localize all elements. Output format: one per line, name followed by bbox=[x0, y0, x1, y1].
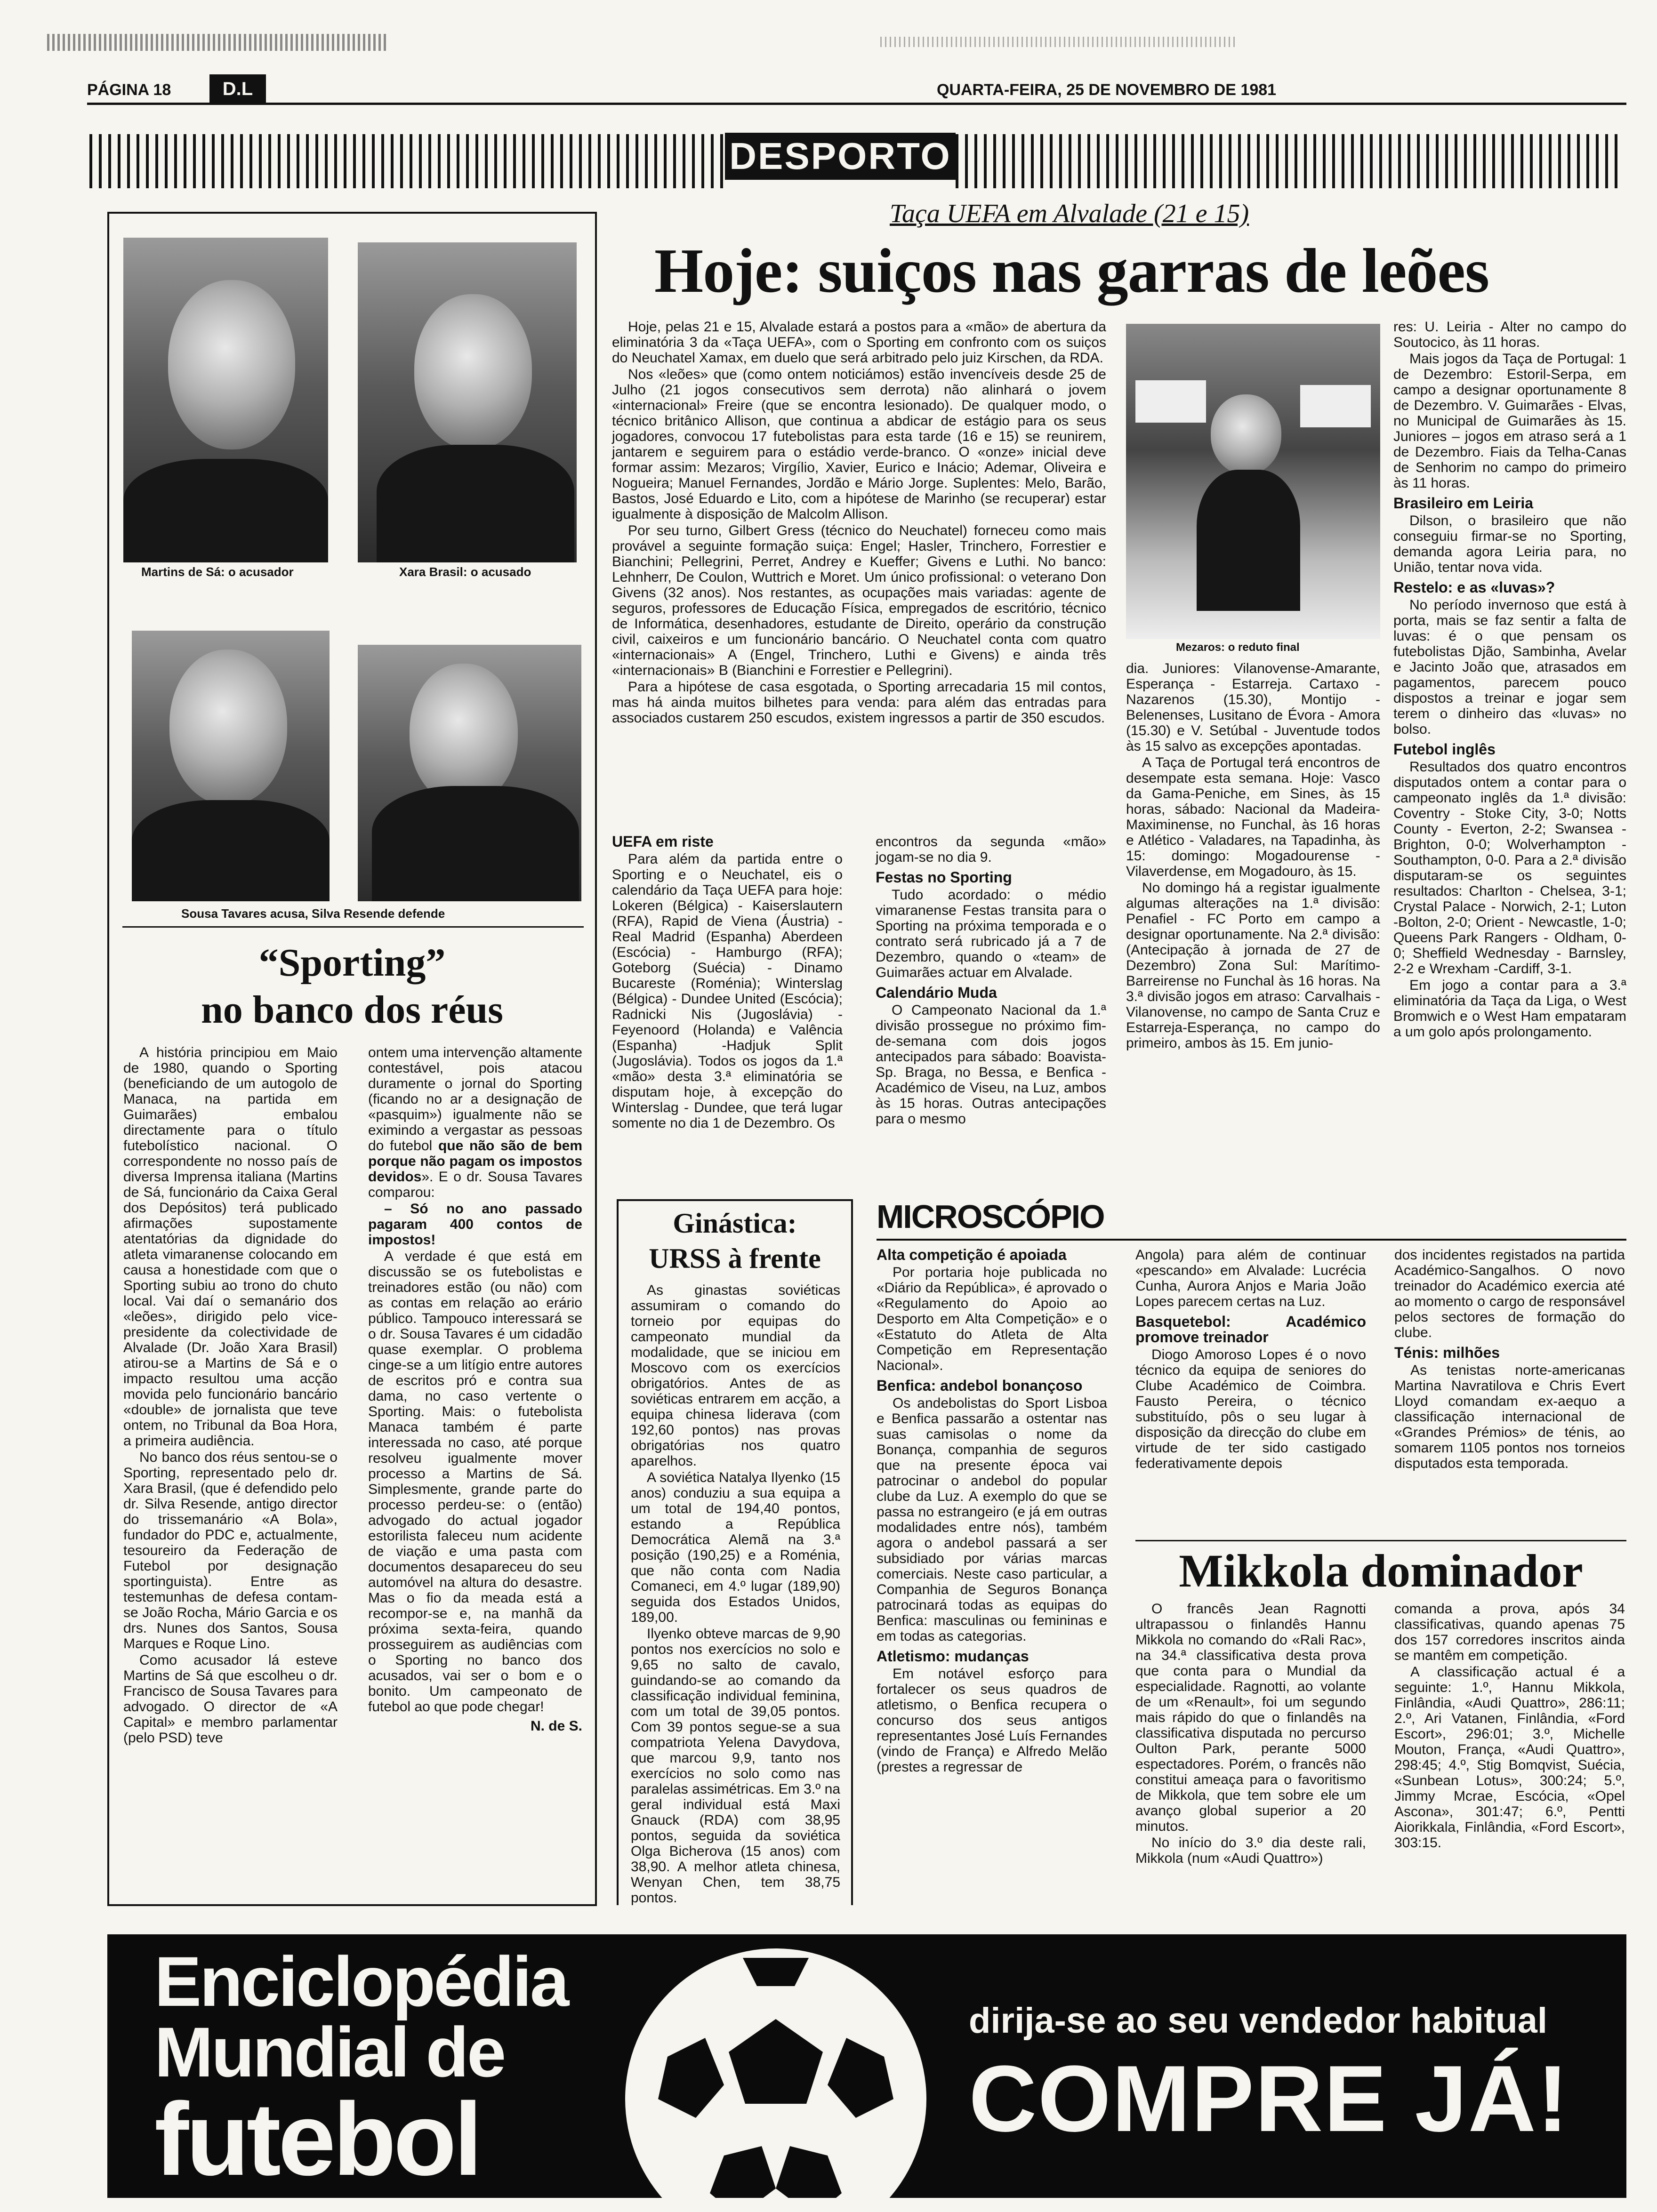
sub-restelo: Restelo: e as «luvas»? bbox=[1393, 579, 1555, 596]
page-tag: D.L bbox=[209, 74, 266, 104]
ad-line-1: dirija-se ao seu vendedor habitual bbox=[969, 2001, 1547, 2041]
photo-martins-de-sa bbox=[123, 238, 328, 562]
masthead-rule bbox=[87, 103, 1626, 105]
left-box-left bbox=[107, 212, 109, 1906]
gin-box-top bbox=[617, 1199, 853, 1201]
page-label: PÁGINA 18 bbox=[87, 81, 171, 99]
left-headline-2: no banco dos réus bbox=[201, 988, 503, 1032]
photo-sousa-tavares bbox=[132, 631, 330, 901]
ad-line-2: COMPRE JÁ! bbox=[969, 2046, 1569, 2151]
main-col-a: Hoje, pelas 21 e 15, Alvalade estará a postos para a «mão» de abertura da eliminatória 3 da «Taça UEFA», com o Sporting em confronto com os suiços do Neuchatel Xamax, em duelo que será arbitrado pelo juiz Kirschen, da RDA. Nos «leões» que (como ontem noticiámos) estão invencíveis desde 25 de Julho (21 jogos consecutivos sem derrota) não alinhará o jovem «internacional» Freire (que se encontra lesionado). De qualquer modo, o técnico britânico Allison, que continua a abdicar de estágio para os seus jogadores, convocou 17 futebolistas para esta tarde (16 e 15) se reunirem, jantarem e seguirem para o estádio verde-branco. O «onze» inicial deve formar assim: Mezaros; Virgílio, Xavier, Eurico e Inácio; Ademar, Oliveira e Nogueira; Manuel Fernandes, Jordão e Mário Jorge. Suplentes: Melo, Barão, Bastos, José Eduardo e Lito, com a hipótese de Marinho (se recuperar) estar igualmente à disposição de Malcolm Allison. Por seu turno, Gilbert Gress (técnico do Neuchatel) forneceu como mais provável a seguinte formação suiça: Engel; Hasler, Trinchero, Forrestier e Bianchini; Pellegrini, Perret, Andrey e Kueffer; Givens e Luthi. No banco: Lehnherr, De Coulon, Wuttrich e Moret. Um único profissional: o veterano Don Givens (32 anos). Nos restantes, as ocupações mais variadas: agente de seguros, professores de Educação Física, empregados de escritório, técnico de Informática, desenhadores, estudante de Direito, operário da construção civil, caixeiros e um funcionário bancário. O Neuchatel conta com quatro «internacionais» A (Engel, Trinchero, Luthi e Givens) e ainda três «internacionais» B (Bianchini e Forrestier e Pellegrini). Para a hipótese de casa esgotada, o Sporting arrecadaria 15 mil contos, mas há ainda muitos bilhetes para venda: para além das entradas para associados custarem 250 escudos, existem ingressos a partir de 350 escudos. bbox=[612, 319, 1106, 726]
micro-col-2: Angola) para além de continuar «pescando» em Alvalade: Lucrécia Cunha, Aurora Anjos e Maria João Lopes parecem certas na Luz. Basquetebol: Académico promove treinador Diogo Amoroso Lopes é o novo técnico da equipa de seniores do Clube Académico de Coimbra. Fausto Pereira, o técnico substituído, pôs o seu lugar à disposição da direcção do clube em virtude de ter sido castigado federativamente depois bbox=[1135, 1247, 1366, 1471]
main-col-d: dia. Juniores: Vilanovense-Amarante, Esperança - Estarreja. Cartaxo - Nazarenos (15.30), Montijo - Belenenses, Lusitano de Évora - Amora (15.30) e V. Setúbal - Juventude todos às 15 salvo as excepções apontadas. A Taça de Portugal terá encontros de desempate esta semana. Hoje: Vasco da Gama-Peniche, em Sines, às 15 horas, sábado: Nacional da Madeira-Maximinense, no Funchal, às 16 horas e Atlético - Valadares, na Tapadinha, às 15: domingo: Mogadourense - Vilaverdense, em Mogadouro, às 15. No domingo há a registar igualmente algumas alterações na 1.ª divisão: Penafiel - FC Porto em campo a designar oportunamente. Na 2.ª divisão: (Antecipação à jornada de 27 de Dezembro) Zona Sul: Marítimo-Barreirense no Funchal às 16 horas. Na 3.ª divisão jogos em atraso: Carvalhais - Vilanovense, no campo de Santa Cruz e Estarreja-Esperança, no campo do primeiro, ambos às 15. Em junio- bbox=[1126, 661, 1380, 1051]
mikkola-top-rule bbox=[1135, 1540, 1626, 1541]
ad-title-3: futebol bbox=[154, 2081, 480, 2197]
main-kicker: Taça UEFA em Alvalade (21 e 15) bbox=[890, 199, 1249, 228]
sub-basquetebol: Basquetebol: Académico promove treinador bbox=[1135, 1313, 1366, 1346]
sub-benfica-andebol: Benfica: andebol bonançoso bbox=[877, 1377, 1083, 1394]
left-box-top bbox=[107, 212, 597, 214]
sub-futebol-ingles: Futebol inglês bbox=[1393, 741, 1496, 758]
left-box-bottom bbox=[107, 1904, 597, 1906]
sub-uefa-em-riste: UEFA em riste bbox=[612, 833, 714, 850]
micro-col-1: Alta competição é apoiada Por portaria hoje publicada no «Diário da República», é aprovado o «Regulamento do Apoio ao Desporto em Alta Competição» e o «Estatuto do Atleta de Alta Competição em Representação Nacional». Benfica: andebol bonançoso Os andebolistas do Sport Lisboa e Benfica passarão a ostentar nas suas camisolas o nome da Bonança, companhia de seguros que na presente época vai patrocinar o andebol do popular clube da Luz. A exemplo do que se passa no estrangeiro (e já em outras modalidades entre nós), também agora o andebol passará a ser subsidiado por várias marcas comerciais. Neste caso particular, a Companhia de Seguros Bonança patrocinará todas as equipas do Benfica: masculinas ou femininas e em todas as categorias. Atletismo: mudanças Em notável esforço para fortalecer os seus quadros de atletismo, o Benfica recupera o concurso dos seus antigos representantes José Luís Fernandes (vindo de França) e Alfredo Melão (prestes a regressar de bbox=[877, 1246, 1107, 1775]
ad-title-1: Enciclopédia bbox=[154, 1942, 568, 2021]
caption-xara: Xara Brasil: o acusado bbox=[399, 565, 531, 579]
sub-brasileiro: Brasileiro em Leiria bbox=[1393, 495, 1534, 512]
sub-calendario: Calendário Muda bbox=[876, 984, 997, 1001]
mikkola-col-2: comanda a prova, após 34 classificativas, quando apenas 75 dos 157 corredores inscritos ainda se mantêm em competição. A classificação actual é a seguinte: 1.º, Hannu Mikkola, Finlândia, «Audi Quattro», 286:11; 2.º, Ari Vatanen, Finlândia, «Ford Escort», 296:01; 3.º, Michelle Mouton, França, «Audi Quattro», 298:45; 4.º, Stig Bomqvist, Suécia, «Sunbean Lotus», 300:24; 5.º, Jimmy Mcrae, Escócia, «Opel Ascona», 301:47; 6.º, Pentti Aiorikkala, Finlândia, «Ford Escort», 303:15. bbox=[1394, 1601, 1625, 1851]
masthead-noise-right bbox=[880, 37, 1238, 47]
ad-title-2: Mundial de bbox=[154, 2012, 505, 2092]
microscopio-logo: MICROSCÓPIO bbox=[877, 1198, 1104, 1235]
masthead-noise bbox=[47, 34, 386, 51]
football-icon bbox=[625, 1948, 926, 2198]
gin-title-1: Ginástica: bbox=[673, 1208, 797, 1239]
left-signature: N. de S. bbox=[530, 1718, 582, 1734]
photo-xara-brasil bbox=[358, 242, 577, 562]
photo-silva-resende bbox=[358, 645, 581, 901]
gin-text: As ginastas soviéticas assumiram o comando do torneio por equipas do campeonato mundial da modalidade, que se iniciou em Moscovo com os exercícios obrigatórios. Antes de as soviéticas entrarem em acção, a equipa chinesa liderava (com 192,60 pontos) nas provas obrigatórias nos quatro aparelhos. A soviética Natalya Ilyenko (15 anos) conduziu a sua equipa a um total de 194,40 pontos, estando a República Democrática Alemã na 3.ª posição (190,25) e a Roménia, que não conta com Nadia Comaneci, em 4.º lugar (189,90) seguida dos Estados Unidos, 189,00. Ilyenko obteve marcas de 9,90 pontos nos exercícios no solo e 9,65 no salto de cavalo, guindando-se ao comando da classificação individual feminina, com um total de 39,05 pontos. Com 39 pontos segue-se a sua compatriota Yelena Davydova, que marcou 9,9, tanto nos exercícios no solo como nas paralelas assimétricas. Em 3.º na geral individual está Maxi Gnauck (RDA) com 38,95 pontos, seguida da soviética Olga Bicherova (15 anos) com 38,90. A melhor atleta chinesa, Wenyan Chen, tem 38,75 pontos. bbox=[631, 1282, 840, 1906]
sub-festas: Festas no Sporting bbox=[876, 869, 1012, 886]
micro-col-3: dos incidentes registados na partida Académico-Sangalhos. O novo treinador do Académico exercia até ao momento o cargo de responsável pelos sectores de formação do clube. Ténis: milhões As tenistas norte-americanas Martina Navratilova e Chris Evert Lloyd comandam ex-aequo a classificação internacional de «Grandes Prémios» de ténis, ao somarem 1105 pontos nos torneios disputados esta temporada. bbox=[1394, 1247, 1625, 1471]
mikkola-headline: Mikkola dominador bbox=[1179, 1545, 1583, 1597]
gin-box-left bbox=[617, 1199, 619, 1905]
gin-box-right bbox=[851, 1199, 853, 1905]
ad-banner bbox=[107, 1934, 1626, 2198]
caption-tavares-resende: Sousa Tavares acusa, Silva Resende defende bbox=[181, 906, 445, 921]
mezaros-caption: Mezaros: o reduto final bbox=[1176, 641, 1300, 654]
photo-mezaros bbox=[1126, 324, 1380, 639]
left-col-2: ontem uma intervenção altamente contestável, pois atacou duramente o jornal do Sporting (ficando no ar a designação de «pasquim») igualmente não se eximindo a vergastar as pessoas do futebol que não são de bem porque não pagam os impostos devidos». E o dr. Sousa Tavares comparou: – Só no ano passado pagaram 400 contos de impostos! A verdade é que está em discussão se os futebolistas e treinadores estão (ou não) com as contas em relação ao erário público. Tampouco interessará se o dr. Sousa Tavares é um cidadão quase exemplar. O problema cinge-se a um litígio entre autores de escritos pró e contra sua dama, no caso vertente o Sporting. Mais: o futebolista Manaca também é parte interessada no caso, até porque resolveu igualmente mover processo a Martins de Sá. Simplesmente, grande parte do processo perdeu-se: o (então) advogado do actual jogador estorilista faleceu num acidente de viação e uma pasta com documentos desapareceu do seu automóvel na altura do desastre. Mas o fio da meada está a recompor-se e, na manhã da próxima sexta-feira, quando prosseguirem as audiências com o Sporting no banco dos acusados, vai ser o bom e o bonito. Um campeonato de futebol ao que pode chegar! N. de S. bbox=[368, 1045, 582, 1734]
section-hatch-left bbox=[89, 134, 725, 188]
sub-alta-competicao: Alta competição é apoiada bbox=[877, 1246, 1067, 1263]
sub-atletismo: Atletismo: mudanças bbox=[877, 1648, 1029, 1665]
left-col-1: A história principiou em Maio de 1980, quando o Sporting (beneficiando de um autogolo de Manaca, na partida em Guimarães) embalou directamente para o título futebolístico nacional. O correspondente no nosso país de diversa Imprensa italiana (Martins de Sá, funcionário da Caixa Geral dos Depósitos) terá publicado afirmações supostamente atentatórias da dignidade do atleta vimaranense colocando em causa a honestidade com que o Sporting subiu ao trono do chuto local. Vai daí o semanário dos «leões», dirigido pelo vice-presidente da colectividade de Alvalade (Dr. João Xara Brasil) atirou-se a Martins de Sá e o impacto resultou uma acção movida pelo funcionário bancário «double» de jornalista que teve ontem, no Tribunal da Boa Hora, a primeira audiência. No banco dos réus sentou-se o Sporting, representado pelo dr. Xara Brasil, (que é defendido pelo dr. Silva Resende, antigo director do trissemanário «A Bola», fundador do PDC e, actualmente, tesoureiro da Federação de Futebol por designação sportinguista). Entre as testemunhas de defesa contam-se João Rocha, Mário Garcia e os drs. Nunes dos Santos, Sousa Marques e Roque Lino. Como acusador lá esteve Martins de Sá que escolheu o dr. Francisco de Sousa Tavares para advogado. O director de «A Capital» e membro parlamentar (pelo PSD) teve bbox=[123, 1045, 338, 1746]
gin-title-2: URSS à frente bbox=[649, 1243, 821, 1274]
main-headline: Hoje: suiços nas garras de leões bbox=[654, 236, 1489, 305]
left-box-right bbox=[595, 212, 597, 1906]
mikkola-col-1: O francês Jean Ragnotti ultrapassou o finlandês Hannu Mikkola no comando do «Rali Rac», na 34.ª classificativa desta prova que conta para o Mundial da especialidade. Ragnotti, ao volante de um «Renault», foi um segundo mais rápido do que o finlandês na classificativa disputada no percurso Oulton Park, perante 5000 espectadores. Porém, o francês não constitui ameaça para o favoritismo de Mikkola, que tem sobre ele um avanço global superior a 20 minutos. No início do 3.º dia deste rali, Mikkola (num «Audi Quattro») bbox=[1135, 1601, 1366, 1866]
section-banner: DESPORTO bbox=[725, 133, 956, 180]
section-hatch-right bbox=[956, 134, 1624, 188]
caption-martins: Martins de Sá: o acusador bbox=[141, 565, 294, 579]
main-col-c: encontros da segunda «mão» jogam-se no dia 9. Festas no Sporting Tudo acordado: o médio vimaranense Festas transita para o Sporting na próxima temporada e o contrato será rubricado já a 7 de Dezembro, quando o «team» de Guimarães actuar em Alvalade. Calendário Muda O Campeonato Nacional da 1.ª divisão prossegue no próximo fim-de-semana com dois jogos antecipados para sábado: Boavista-Sp. Braga, no Bessa, e Benfica - Académico de Viseu, na Luz, ambos às 15 horas. Outras antecipações para o mesmo bbox=[876, 834, 1106, 1127]
date-line: QUARTA-FEIRA, 25 DE NOVEMBRO DE 1981 bbox=[937, 81, 1277, 99]
left-caption-rule bbox=[122, 926, 584, 928]
micro-rule bbox=[877, 1239, 1626, 1241]
main-col-b: UEFA em riste Para além da partida entre o Sporting e o Neuchatel, eis o calendário da Taça UEFA para hoje: Lokeren (Bélgica) - Kaiserslautern (RFA), Rapid de Viena (Áustria) - Real Madrid (Espanha) Aberdeen (Escócia) - Hamburgo (RFA); Goteborg (Suécia) - Dinamo Bucareste (Roménia); Winterslag (Bélgica) - Dundee United (Escócia); Radnicki Nis (Jugoslávia) - Feyenoord (Holanda) e Valência (Espanha) -Hadjuk Split (Jugoslávia). Todos os jogos da 1.ª «mão» desta 3.ª eliminatória se disputam hoje, à excepção do Winterslag - Dundee, que terá lugar somente no dia 1 de Dezembro. Os bbox=[612, 833, 843, 1131]
sub-tenis: Ténis: milhões bbox=[1394, 1344, 1500, 1361]
main-col-e: res: U. Leiria - Alter no campo do Soutocico, às 11 horas. Mais jogos da Taça de Portugal: 1 de Dezembro: Estoril-Serpa, em campo a designar oportunamente 8 de Dezembro. V. Guimarães - Elvas, no Municipal de Guimarães às 15. Juniores – jogos em atraso será a 1 de Dezembro. Fiais da Telha-Canas de Senhorim no campo do primeiro às 11 horas. Brasileiro em Leiria Dilson, o brasileiro que não conseguiu firmar-se no Sporting, demanda agora Leiria para, no União, tentar nova vida. Restelo: e as «luvas»? No período invernoso que está à porta, mais se faz sentir a falta de luvas: é o que pensam os futebolistas Djão, Sambinha, Avelar e Jacinto João que, atrasados em pagamentos, parecem pouco dispostos a treinar e jogar sem terem o dinheiro das «luvas» no bolso. Futebol inglês Resultados dos quatro encontros disputados ontem a contar para o campeonato inglês da 1.ª divisão: Coventry - Stoke City, 3-0; Notts County - Everton, 2-2; Swansea - Brighton, 0-0; Wolverhampton - Southampton, 0-0. Para a 2.ª divisão disputaram-se os seguintes resultados: Charlton - Chelsea, 3-1; Crystal Palace - Norwich, 2-1; Luton -Bolton, 2-0; Orient - Newcastle, 1-0; Queens Park Rangers - Oldham, 0-0; Sheffield Wednesday - Barnsley, 2-2 e Wrexham -Cardiff, 3-1. Em jogo a contar para a 3.ª eliminatória da Taça da Liga, o West Bromwich e o West Ham empataram a um golo após prolongamento. bbox=[1393, 319, 1626, 1040]
left-headline-1: “Sporting” bbox=[258, 941, 446, 985]
